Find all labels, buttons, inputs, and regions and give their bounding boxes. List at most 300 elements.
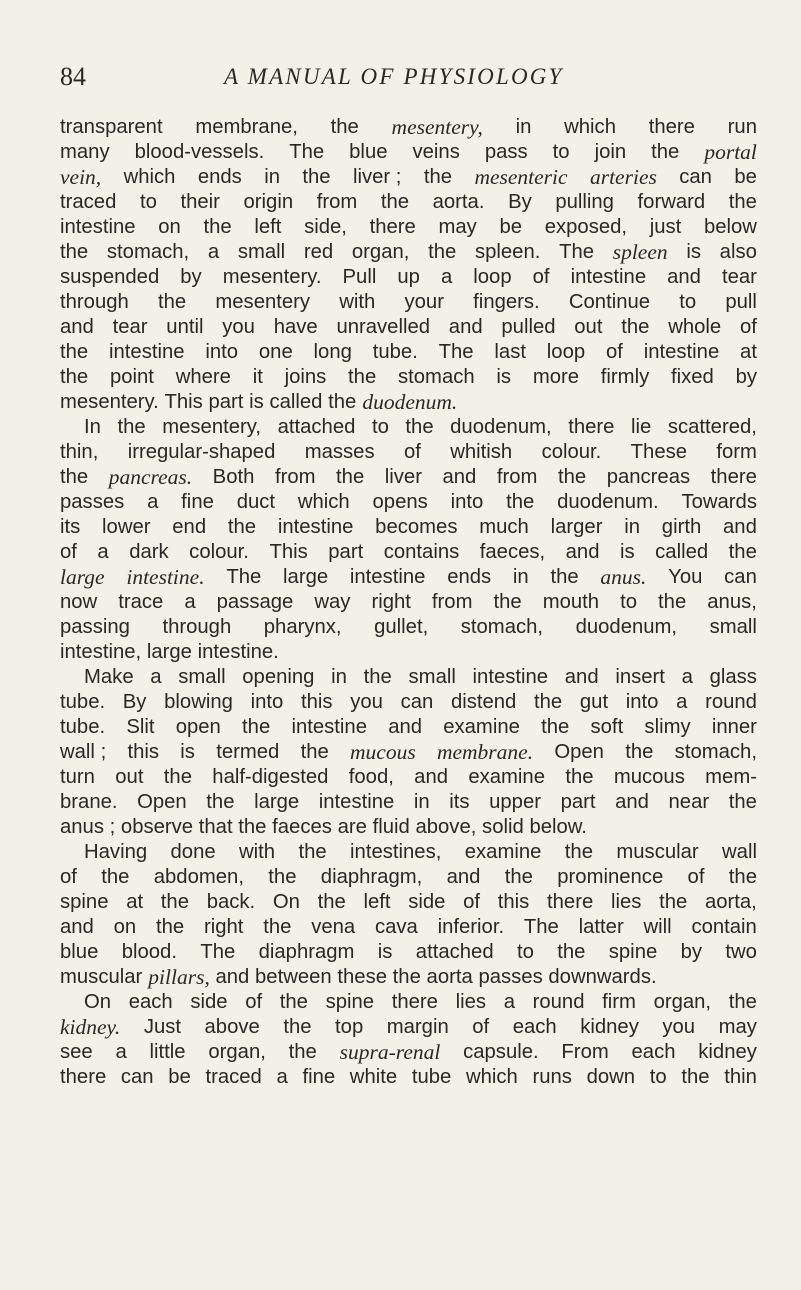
word: large [146,641,192,663]
word: this [497,891,530,913]
text-line [60,815,757,840]
word: point [109,366,154,388]
word: a [676,691,688,713]
body-text [60,115,757,1090]
word: the [541,716,570,738]
text-line [60,415,757,440]
word: of [739,316,757,338]
word: By [508,191,532,213]
word: from [274,466,316,488]
word: the [363,666,392,688]
word: stomach, [106,241,190,263]
word: out [115,766,144,788]
word: prominence [557,866,664,888]
word: may [718,1016,757,1038]
word: you [350,691,383,713]
word: tube. [372,341,418,363]
word: gut [579,691,609,713]
word: down [586,1066,636,1088]
word: and [667,266,701,288]
text-line [60,215,757,240]
word: fine [181,491,214,513]
word: Slit [126,716,155,738]
word: with [239,841,276,863]
word: on [158,216,181,238]
word: the [155,916,185,938]
word: the [534,691,563,713]
word: the [504,866,533,888]
word: examine [443,716,520,738]
word: mesentery, [162,416,262,438]
word: lies [610,891,642,913]
word: scattered, [667,416,757,438]
word: the [283,1016,312,1038]
word: the [621,316,650,338]
word: which [564,116,616,138]
word: mesentery [215,291,311,313]
word: diaphragm, [320,866,423,888]
word: slimy [644,716,691,738]
word: Towards [681,491,757,513]
word: intestine [60,216,136,238]
word: the [423,166,453,188]
text-line [60,540,757,565]
word: a [276,1066,288,1088]
word: intestine [570,266,647,288]
word: Open [554,741,604,763]
word: its [60,516,81,538]
word: girth [661,516,702,538]
word: end [172,516,207,538]
word: large [283,566,329,588]
word: you [222,316,255,338]
word: loop [473,266,512,288]
word: wall ; [60,741,107,763]
word: large [254,791,300,813]
word: You [668,566,703,588]
text-line [60,1040,757,1065]
word: be [168,1066,191,1088]
word: there [648,116,695,138]
word: the [101,866,130,888]
word: pass [484,141,528,163]
word: of [472,1016,490,1038]
word: right [371,591,411,613]
text-line [60,1015,757,1040]
word: white [349,1066,398,1088]
word: half-digested [212,766,329,788]
word: organ, [653,991,712,1013]
word: kidney [698,1041,757,1063]
word: blood. [121,941,177,963]
word: inferior. [437,916,505,938]
word: will [643,916,672,938]
word: fluid [372,816,410,838]
word: The [289,141,325,163]
word: attached [415,941,494,963]
text-line [60,465,757,490]
word: part [208,391,244,413]
word: into [625,691,659,713]
word: lies [455,991,487,1013]
word: observe [120,816,194,838]
italic-word: kidney. [60,1015,121,1039]
word: to [679,291,697,313]
word: round [705,691,757,713]
word: mesentery. [60,391,159,413]
word: that [198,816,233,838]
word: thin [724,1066,757,1088]
word: dark [129,541,169,563]
word: Having [84,841,148,863]
italic-word: portal [704,140,757,164]
word: intestine [318,791,395,813]
word: fingers. [473,291,540,313]
word: to [371,416,389,438]
word: intestine [277,516,354,538]
word: out [574,316,603,338]
word: many [60,141,110,163]
word: examine [464,841,542,863]
word: firmly [600,366,650,388]
word: above [204,1016,260,1038]
word: duodenum, [575,616,678,638]
word: termed [216,741,280,763]
word: tear [112,316,148,338]
word: the [160,891,189,913]
word: its [449,791,470,813]
word: a [150,666,162,688]
word: at [126,891,144,913]
text-line [60,765,757,790]
word: side, [304,216,347,238]
word: This [164,391,203,413]
text-line [60,515,757,540]
italic-word: pancreas. [108,465,193,489]
word: exposed, [544,216,628,238]
text-line [60,865,757,890]
word: upper [489,791,541,813]
word: ends [447,566,492,588]
word: a [97,541,109,563]
word: the [203,216,232,238]
word: Open [137,791,187,813]
text-line [60,440,757,465]
word: from [431,591,473,613]
word: the [728,866,757,888]
word: stomach [398,366,475,388]
word: spleen. [474,241,541,263]
word: anus ; [60,816,116,838]
word: by [735,366,757,388]
word: which [465,1066,518,1088]
word: intestines, [350,841,442,863]
word: attached [277,416,356,438]
word: are [337,816,367,838]
word: whitish [450,441,513,463]
word: Just [143,1016,182,1038]
word: margin [386,1016,449,1038]
word: and [442,466,477,488]
word: The [559,241,595,263]
word: unravelled [336,316,431,338]
word: the [658,591,687,613]
word: to [649,1066,667,1088]
word: these [337,966,387,988]
word: The [438,341,474,363]
word: transparent [60,116,163,138]
word: in [515,116,532,138]
word: their [180,191,220,213]
word: a [681,666,693,688]
italic-word: intestine. [126,565,205,589]
word: distend [450,691,517,713]
word: larger [550,516,603,538]
word: intestine. [197,641,279,663]
word: last [494,341,526,363]
text-line [60,490,757,515]
text-line [60,265,757,290]
text-line [60,990,757,1015]
word: of [403,441,421,463]
word: aorta. [432,191,485,213]
word: a [115,1041,127,1063]
word: In [84,416,101,438]
word: is [180,741,195,763]
word: aorta [426,966,473,988]
word: near [668,791,710,813]
word: veins [412,141,460,163]
word: spine [608,941,658,963]
word: of [687,866,705,888]
word: of [463,891,481,913]
word: there [710,466,757,488]
word: a [207,241,220,263]
word: can [120,1066,154,1088]
word: duct [236,491,276,513]
word: side [190,991,228,1013]
text-line [60,690,757,715]
word: the [288,1041,317,1063]
word: the [428,241,457,263]
word: the [405,416,434,438]
word: by [680,941,703,963]
word: colour. [541,441,602,463]
word: red [303,241,334,263]
word: in [264,166,280,188]
word: the [163,766,192,788]
word: each [512,1016,557,1038]
word: capsule. [463,1041,539,1063]
word: into [450,491,484,513]
word: loop [546,341,586,363]
word: the [60,466,89,488]
word: which [297,491,350,513]
word: round [532,991,585,1013]
word: the [728,191,757,213]
word: fixed [670,366,714,388]
word: mucous [613,766,685,788]
word: and [446,866,481,888]
text-line [60,715,757,740]
word: is [377,941,393,963]
word: the [681,1066,710,1088]
word: small [178,666,226,688]
word: small [408,666,456,688]
word: each [128,991,173,1013]
text-line [60,740,757,765]
word: blood-vessels. [134,141,265,163]
text-line [60,790,757,815]
word: there [369,216,416,238]
italic-word: mesentery, [391,115,483,139]
word: pulling [555,191,614,213]
word: is [686,241,701,263]
word: passing [60,616,130,638]
word: masses [304,441,375,463]
word: the [227,516,257,538]
word: the [728,791,757,813]
word: a [440,266,453,288]
word: the [659,891,688,913]
word: downwards. [548,966,657,988]
word: can [679,166,712,188]
word: the [557,466,587,488]
word: latter [578,916,624,938]
word: the [298,841,327,863]
word: run [727,116,757,138]
word: ends [197,166,242,188]
word: lie [630,416,652,438]
word: can [400,691,434,713]
word: mesentery. [222,266,322,288]
word: in [413,791,430,813]
word: thin, [60,441,99,463]
text-line [60,390,757,415]
word: of [245,991,263,1013]
word: there [547,891,594,913]
word: the [550,566,579,588]
word: the [60,366,89,388]
word: wall [722,841,757,863]
word: runs [532,1066,572,1088]
word: where [175,366,231,388]
word: long [313,341,352,363]
word: is [620,541,635,563]
word: The [226,566,262,588]
word: pull [725,291,757,313]
word: the [651,141,680,163]
word: brane. [60,791,118,813]
word: the [302,166,331,188]
word: more [532,366,580,388]
word: into [250,691,284,713]
word: below. [529,816,587,838]
text-line [60,940,757,965]
word: Make [84,666,134,688]
text-line [60,665,757,690]
italic-word: duodenum. [362,390,458,414]
word: whole [668,316,722,338]
word: of [532,266,550,288]
word: the [728,541,757,563]
word: passage [216,591,294,613]
word: joins [284,366,327,388]
text-line [60,1065,757,1090]
word: liver ; [352,166,402,188]
word: fine [302,1066,336,1088]
word: there [568,416,615,438]
word: part [328,541,364,563]
word: The [523,916,559,938]
word: above, [415,816,477,838]
word: the [557,941,586,963]
word: up [397,266,420,288]
word: traced [60,191,117,213]
text-line [60,615,757,640]
word: the [328,391,357,413]
word: contain [691,916,757,938]
word: inner [711,716,757,738]
word: much [479,516,529,538]
word: diaphragm [258,941,355,963]
word: to [620,591,638,613]
text-line [60,965,757,990]
text-line [60,840,757,865]
word: The [200,941,236,963]
text-line [60,915,757,940]
italic-word: spleen [612,240,668,264]
word: back. [206,891,256,913]
word: the [380,191,410,213]
word: passes [60,491,125,513]
word: and [615,791,649,813]
word: and [215,966,250,988]
word: small [237,241,286,263]
word: the [238,816,267,838]
word: this [300,691,333,713]
word: tear [721,266,757,288]
word: small [709,616,757,638]
word: opening [242,666,315,688]
word: from [316,191,358,213]
word: From [561,1041,609,1063]
word: the [348,366,377,388]
page-number: 84 [60,62,86,91]
word: this [127,741,160,763]
word: see [60,1041,93,1063]
word: On [84,991,112,1013]
word: the [392,966,421,988]
word: intestine [472,666,549,688]
text-line [60,640,757,665]
word: stomach, [674,741,757,763]
word: there [60,1066,107,1088]
italic-word: large [60,565,105,589]
word: is [496,366,512,388]
word: the [625,741,654,763]
word: just [649,216,682,238]
word: with [339,291,376,313]
word: lower [102,516,151,538]
text-line [60,340,757,365]
word: way [314,591,351,613]
word: contains [383,541,460,563]
word: one [258,341,293,363]
word: turn [60,766,95,788]
text-line [60,565,757,590]
word: the [564,841,593,863]
